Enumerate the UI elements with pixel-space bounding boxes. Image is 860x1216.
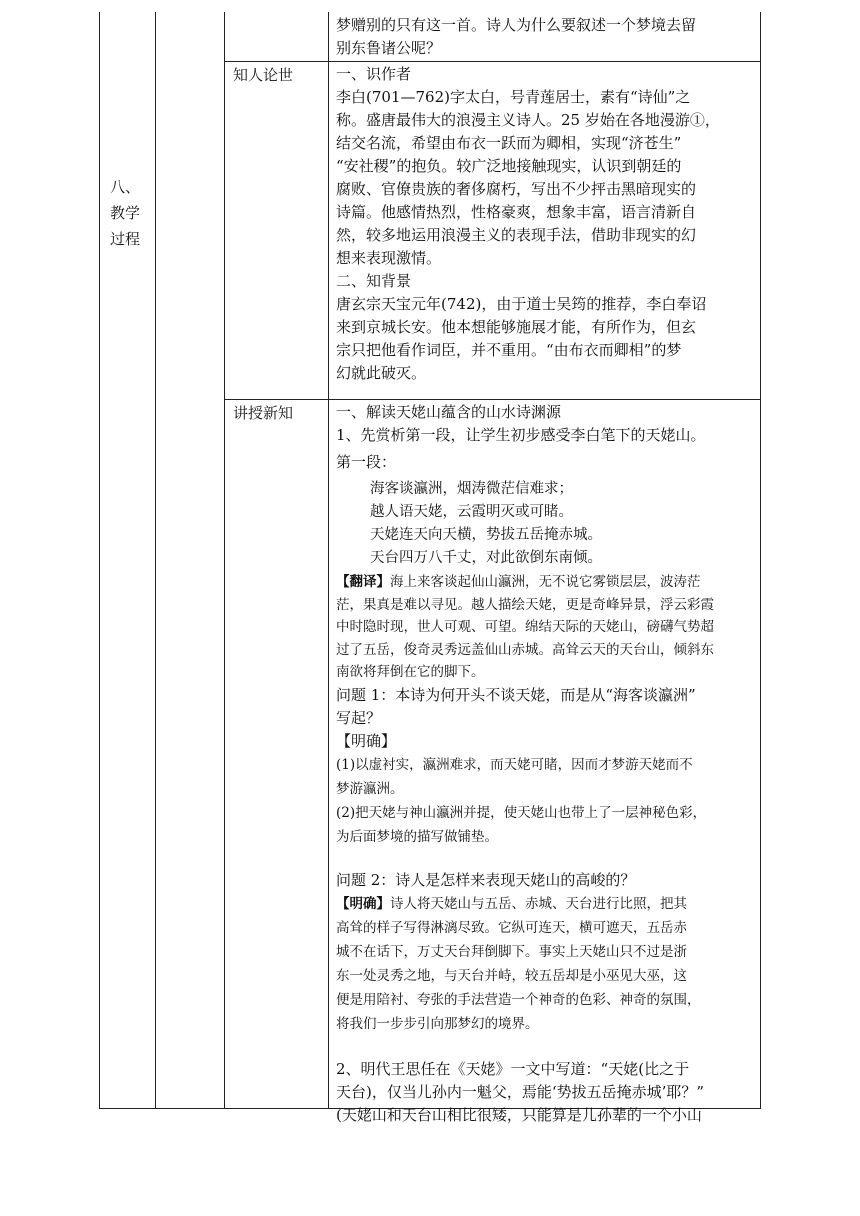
- spacer: [336, 1036, 754, 1058]
- section-label-line2: 教学: [110, 204, 141, 222]
- answer2-line: 城不在话下，万丈天台拜倒脚下。事实上天姥山只不过是浙: [336, 943, 687, 960]
- poem-line: 越人语天姥，云霞明灭或可睹。: [370, 504, 573, 520]
- zhiren-line: 李白(701—762)字太白，号青莲居士，素有“诗仙”之: [336, 88, 691, 106]
- zhiren-content: [336, 63, 754, 385]
- poem-line: 天台四万八千丈，对此欲倒东南倾。: [370, 550, 602, 566]
- answer1-line: (2)把天姥与神山瀛洲并提，使天姥山也带上了一层神秘色彩，: [336, 804, 707, 821]
- zhiren-line: 唐玄宗天宝元年(742)，由于道士吴筠的推荐，李白奉诏: [336, 295, 707, 313]
- jiangshou-content: [336, 401, 754, 1127]
- item2-line: 2、明代王思任在《天姥》一文中写道：“天姥(比之于: [336, 1059, 690, 1078]
- table-border-right: [760, 12, 761, 1109]
- poem-block: [336, 478, 754, 570]
- jiangshou-heading: 一、解读天姥山蕴含的山水诗渊源: [336, 403, 562, 421]
- translation-line: 过了五岳，俊奇灵秀远盖仙山赤城。高耸云天的天台山，倾斜东: [336, 641, 714, 658]
- table-divider-3: [328, 12, 329, 1109]
- zhiren-line: 诗篇。他感情热烈，性格豪爽，想象丰富，语言清新自: [336, 203, 697, 221]
- mingque1-tag: 【明确】: [336, 731, 397, 750]
- translation-tag: 【翻译】: [336, 574, 390, 590]
- question1-block: [336, 684, 754, 753]
- item2-block: [336, 1058, 754, 1127]
- zhiren-line: 二、知背景: [336, 272, 412, 290]
- spacer: [336, 849, 754, 869]
- section-label-line1: 八、: [110, 178, 141, 196]
- zhiren-line: 结交名流，希望由布衣一跃而为卿相，实现“济苍生”: [336, 134, 682, 152]
- answer2-line: 东一处灵秀之地，与天台并峙，较五岳却是小巫见大巫，这: [336, 967, 687, 984]
- mingque2-tag: 【明确】: [336, 895, 390, 912]
- translation-line: 茫，果真是难以寻见。越人描绘天姥，更是奇峰异景，浮云彩霞: [336, 596, 714, 613]
- table-divider-1: [155, 12, 156, 1109]
- top-cell-line: 别东鲁诸公呢？: [336, 39, 442, 57]
- top-cell-line: 梦赠别的只有这一首。诗人为什么要叙述一个梦境去留: [336, 16, 697, 34]
- translation-first-line: [336, 571, 754, 594]
- zhiren-line: 宗只把他看作词臣，并不重用。“由布衣而卿相”的梦: [336, 341, 682, 359]
- zhiren-line: 想来表现激情。: [336, 249, 442, 267]
- answer1-line: 为后面梦境的描写做铺垫。: [336, 828, 498, 845]
- answer1-block: [336, 753, 754, 849]
- answer2-line: 将我们一步步引向那梦幻的境界。: [336, 1015, 539, 1032]
- top-cell-text: [336, 14, 754, 60]
- translation-line: 海上来客谈起仙山瀛洲，无不说它雾锁层层，波涛茫: [390, 574, 701, 590]
- zhiren-line: 一、识作者: [336, 65, 412, 83]
- row-divider-1: [224, 61, 761, 62]
- answer2-block: [336, 892, 754, 1036]
- answer2-line: 诗人将天姥山与五岳、赤城、天台进行比照，把其: [390, 895, 687, 912]
- zhiren-line: 称。盛唐最伟大的浪漫主义诗人。25 岁始在各地漫游①，: [336, 111, 720, 129]
- question2-line: 问题 2：诗人是怎样来表现天姥山的高峻的？: [336, 870, 636, 889]
- table-border-left: [99, 12, 100, 1109]
- jiangshou-item1: 1、先赏析第一段，让学生初步感受李白笔下的天姥山。: [336, 426, 706, 444]
- translation-line: 南欲将拜倒在它的脚下。: [336, 664, 485, 680]
- item2-line: (天姥山和天台山相比很矮，只能算是儿孙辈的一个小山: [336, 1105, 702, 1124]
- question1-line: 写起？: [336, 708, 382, 727]
- poem-line: 海客谈瀛洲，烟涛微茫信难求；: [370, 481, 573, 497]
- translation-block: [336, 571, 754, 684]
- zhiren-line: 来到京城长安。他本想能够施展才能，有所作为，但玄: [336, 318, 697, 336]
- poem-line: 天姥连天向天横，势拔五岳掩赤城。: [370, 527, 602, 543]
- question1-line: 问题 1：本诗为何开头不谈天姥，而是从“海客谈瀛洲”: [336, 685, 696, 704]
- item2-line: 天台)，仅当儿孙内一魁父，焉能‘势拔五岳掩赤城’耶？”: [336, 1082, 705, 1101]
- zhiren-line: 腐败、官僚贵族的奢侈腐朽，写出不少抨击黑暗现实的: [336, 180, 697, 198]
- section-label-eight: [110, 174, 140, 252]
- paragraph-label: 第一段：: [336, 453, 397, 471]
- zhiren-line: 然，较多地运用浪漫主义的表现手法，借助非现实的幻: [336, 226, 697, 244]
- row-divider-2: [224, 399, 761, 400]
- row-label-jiangshou: 讲授新知: [233, 404, 294, 422]
- answer2-line: 便是用陪衬、夸张的手法营造一个神奇的色彩、神奇的氛围，: [336, 991, 701, 1008]
- answer1-line: (1)以虚衬实，瀛洲难求，而天姥可睹，因而才梦游天姥而不: [336, 756, 693, 773]
- zhiren-line: 幻就此破灭。: [336, 364, 427, 382]
- table-divider-2: [224, 12, 225, 1109]
- translation-line: 中时隐时现，世人可观、可望。绵结天际的天姥山，磅礴气势超: [336, 619, 714, 635]
- answer2-first-line: [336, 892, 754, 916]
- answer1-line: 梦游瀛洲。: [336, 780, 404, 797]
- section-label-line3: 过程: [110, 230, 141, 248]
- zhiren-line: “安社稷”的抱负。较广泛地接触现实，认识到朝廷的: [336, 157, 682, 175]
- answer2-line: 高耸的样子写得淋漓尽致。它纵可连天，横可遮天，五岳赤: [336, 919, 687, 936]
- row-label-zhiren: 知人论世: [233, 66, 294, 84]
